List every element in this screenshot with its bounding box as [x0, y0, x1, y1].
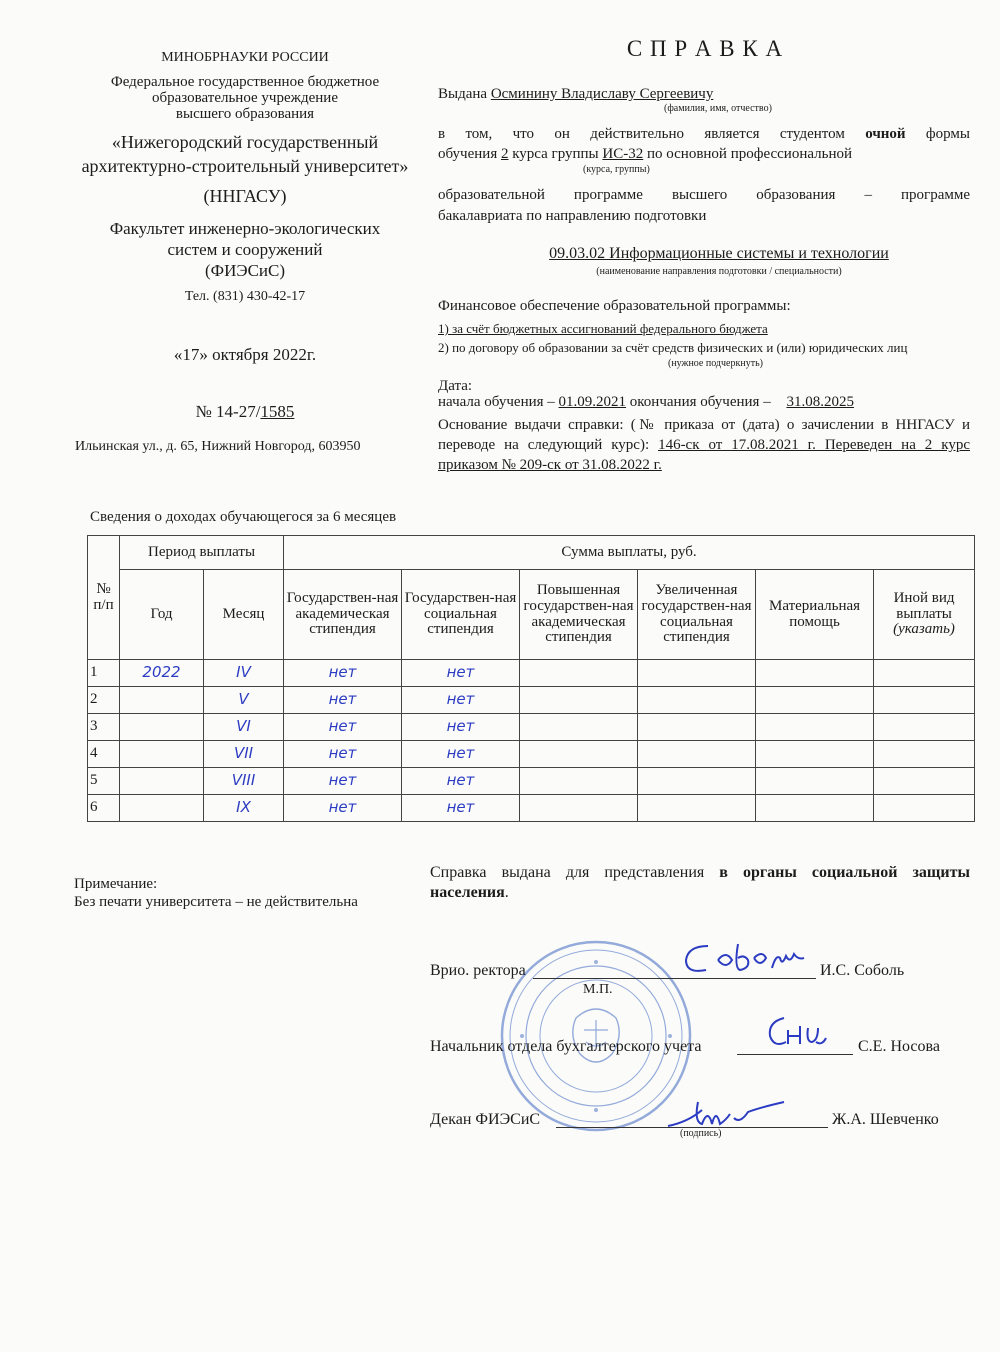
purpose-line-1: Справка выдана для представления в органы социальной защиты: [430, 864, 971, 881]
finance-option-2: 2) по договору об образовании за счёт средств физических и (или) юридических лиц: [438, 340, 908, 355]
faculty-name: Факультет инженерно-экологических систем и сооружений (ФИЭСиС): [109, 219, 381, 280]
col-academic: Государствен-ная академическая стипендия: [284, 570, 402, 660]
income-table: [87, 535, 975, 822]
document-title: С П Р А В К А: [626, 36, 784, 61]
dean-signature: [662, 1096, 792, 1132]
university-name: «Нижегородский государственный архитектурно-строительный университет» (ННГАСУ): [81, 132, 409, 206]
accountant-label: Начальник отдела бухгалтерского учета: [430, 1038, 702, 1055]
accountant-name: С.Е. Носова: [858, 1038, 940, 1055]
issued-caption: (фамилия, имя, отчество): [664, 103, 772, 114]
col-other: Иной вид выплаты (указать): [874, 570, 975, 660]
col-number: № п/п: [88, 536, 120, 660]
note-title: Примечание:: [74, 876, 158, 892]
rector-label: Врио. ректора: [430, 962, 526, 979]
basis-line-1: Основание выдачи справки: (№ приказа от (дата) о зачислении в ННГАСУ и: [438, 417, 970, 433]
table-row: 5 VIII нет нет: [88, 768, 975, 795]
table-row: 6 IX нет нет: [88, 795, 975, 822]
issued-to: Выдана Осминину Владиславу Сергеевичу: [438, 86, 714, 102]
program-line-1: образовательной программе высшего образования – программе: [438, 187, 970, 203]
basis-line-2: переводе на следующий курс): 146-ск от 17.08.2021 г. Переведен на 2 курс: [438, 437, 970, 453]
finance-title: Финансовое обеспечение образовательной программы:: [438, 298, 791, 314]
signature-caption: (подпись): [680, 1128, 722, 1139]
col-material: Материальная помощь: [756, 570, 874, 660]
date-label: Дата:: [438, 378, 473, 394]
col-sum: Сумма выплаты, руб.: [284, 536, 975, 570]
org-name: Федеральное государственное бюджетное образовательное учреждение высшего образования: [110, 74, 380, 122]
document-date: «17» октября 2022г.: [173, 345, 317, 364]
study-dates: начала обучения – 01.09.2021 окончания обучения – 31.08.2025: [438, 394, 854, 410]
table-row: 4 VII нет нет: [88, 741, 975, 768]
col-increased-academic: Повышенная государствен-ная академическая стипендия: [520, 570, 638, 660]
stamp-place: М.П.: [583, 982, 613, 997]
accountant-signature-line: [737, 1054, 853, 1055]
accountant-signature: [762, 1012, 832, 1052]
table-row: 2 V нет нет: [88, 687, 975, 714]
rector-signature: [678, 940, 808, 980]
course-caption: (курса, группы): [583, 164, 650, 175]
purpose-line-2: населения.: [430, 884, 509, 901]
document-number: № 14-27/1585: [195, 402, 295, 421]
student-name: Осминину Владиславу Сергеевичу: [490, 86, 714, 102]
basis-line-3: приказом № 209-ск от 31.08.2022 г.: [438, 457, 662, 473]
program-line-2: бакалавриата по направлению подготовки: [438, 208, 707, 224]
study-line-1: в том, что он действительно является студентом очной формы: [438, 126, 970, 142]
finance-option-1: 1) за счёт бюджетных ассигнований федерального бюджета: [438, 321, 768, 336]
col-month: Месяц: [204, 570, 284, 660]
finance-caption: (нужное подчеркнуть): [668, 358, 763, 369]
col-period: Период выплаты: [120, 536, 284, 570]
income-title: Сведения о доходах обучающегося за 6 месяцев: [90, 509, 397, 525]
direction-caption: (наименование направления подготовки / специальности): [596, 266, 842, 277]
address: Ильинская ул., д. 65, Нижний Новгород, 603950: [75, 439, 361, 454]
direction: 09.03.02 Информационные системы и технологии: [549, 245, 889, 262]
phone: Тел. (831) 430-42-17: [184, 289, 306, 304]
table-row: 3 VI нет нет: [88, 714, 975, 741]
col-year: Год: [120, 570, 204, 660]
ministry: МИНОБРНАУКИ РОССИИ: [161, 50, 329, 65]
col-social: Государствен-ная социальная стипендия: [402, 570, 520, 660]
table-row: 1 2022 IV нет нет: [88, 660, 975, 687]
dean-name: Ж.А. Шевченко: [832, 1111, 939, 1128]
note-text: Без печати университета – не действительна: [74, 894, 358, 910]
dean-label: Декан ФИЭСиС: [430, 1111, 541, 1128]
rector-name: И.С. Соболь: [820, 962, 905, 979]
study-line-2: обучения 2 курса группы ИС-32 по основной профессиональной: [438, 146, 853, 162]
col-increased-social: Увеличенная государствен-ная социальная стипендия: [638, 570, 756, 660]
